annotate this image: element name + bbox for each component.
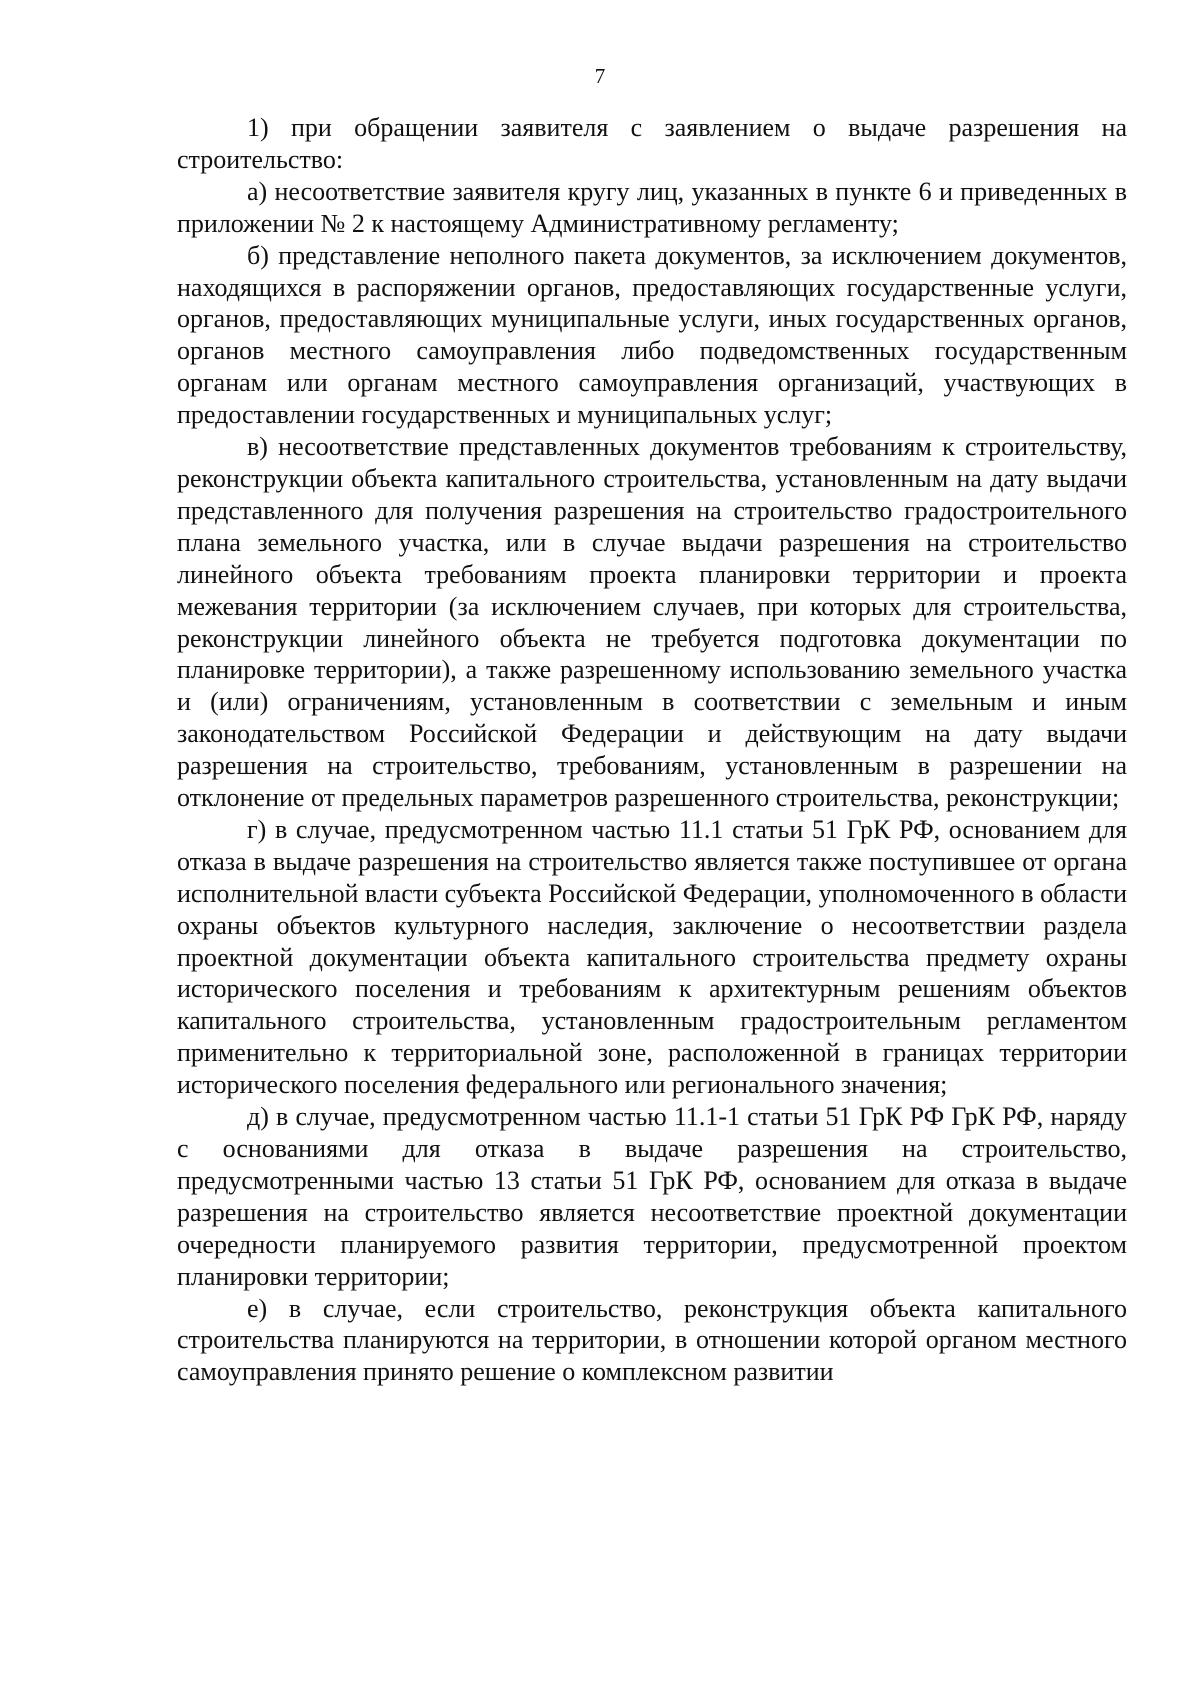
page-number: 7: [594, 64, 606, 88]
paragraph-item-g: г) в случае, предусмотренном частью 11.1 статьи 51 ГрК РФ, основанием для отказа в выдаче разрешения на строительство является также поступившее от органа исполнительной власти субъекта Российской Федерации, уполномоченного в области охраны объектов культурного наследия, заключение о несоответствии раздела проектной документации объекта капитального строительства предмету охраны исторического поселения и требованиям к архитектурным решениям объектов капитального строительства, установленным градостроительным регламентом применительно к территориальной зоне, расположенной в границах территории исторического поселения федерального или регионального значения;: [177, 814, 1127, 1100]
paragraph-item-d: д) в случае, предусмотренном частью 11.1-1 статьи 51 ГрК РФ ГрК РФ, наряду с основаниями для отказа в выдаче разрешения на строительство, предусмотренными частью 13 статьи 51 ГрК РФ, основанием для отказа в выдаче разрешения на строительство является несоответствие проектной документации очередности планируемого развития территории, предусмотренной проектом планировки территории;: [177, 1102, 1127, 1291]
document-body: [177, 112, 1127, 1388]
paragraph-item-e: е) в случае, если строительство, реконструкция объекта капитального строительства планируются на территории, в отношении которой органом местного самоуправления принято решение о комплексном развитии: [177, 1293, 1127, 1387]
paragraph-item-b: б) представление неполного пакета документов, за исключением документов, находящихся в распоряжении органов, предоставляющих государственные услуги, органов, предоставляющих муниципальные услуги, иных государственных органов, органов местного самоуправления либо подведомственных государственным органам или органам местного самоуправления организаций, участвующих в предоставлении государственных и муниципальных услуг;: [177, 240, 1127, 430]
paragraph-item-v: в) несоответствие представленных документов требованиям к строительству, реконструкции объекта капитального строительства, установленным на дату выдачи представленного для получения разрешения на строительство градостроительного плана земельного участка, или в случае выдачи разрешения на строительство линейного объекта требованиям проекта планировки территории и проекта межевания территории (за исключением случаев, при которых для строительства, реконструкции линейного объекта не требуется подготовка документации по планировке территории), а также разрешенному использованию земельного участка и (или) ограничениям, установленным в соответствии с земельным и иным законодательством Российской Федерации и действующим на дату выдачи разрешения на строительство, требованиям, установленным в разрешении на отклонение от предельных параметров разрешенного строительства, реконструкции;: [177, 432, 1127, 813]
paragraph-item-1: 1) при обращении заявителя с заявлением о выдаче разрешения на строительство:: [177, 113, 1127, 174]
paragraph-item-a: а) несоответствие заявителя кругу лиц, указанных в пункте 6 и приведенных в приложении № 2 к настоящему Административному регламенту;: [177, 176, 1127, 238]
